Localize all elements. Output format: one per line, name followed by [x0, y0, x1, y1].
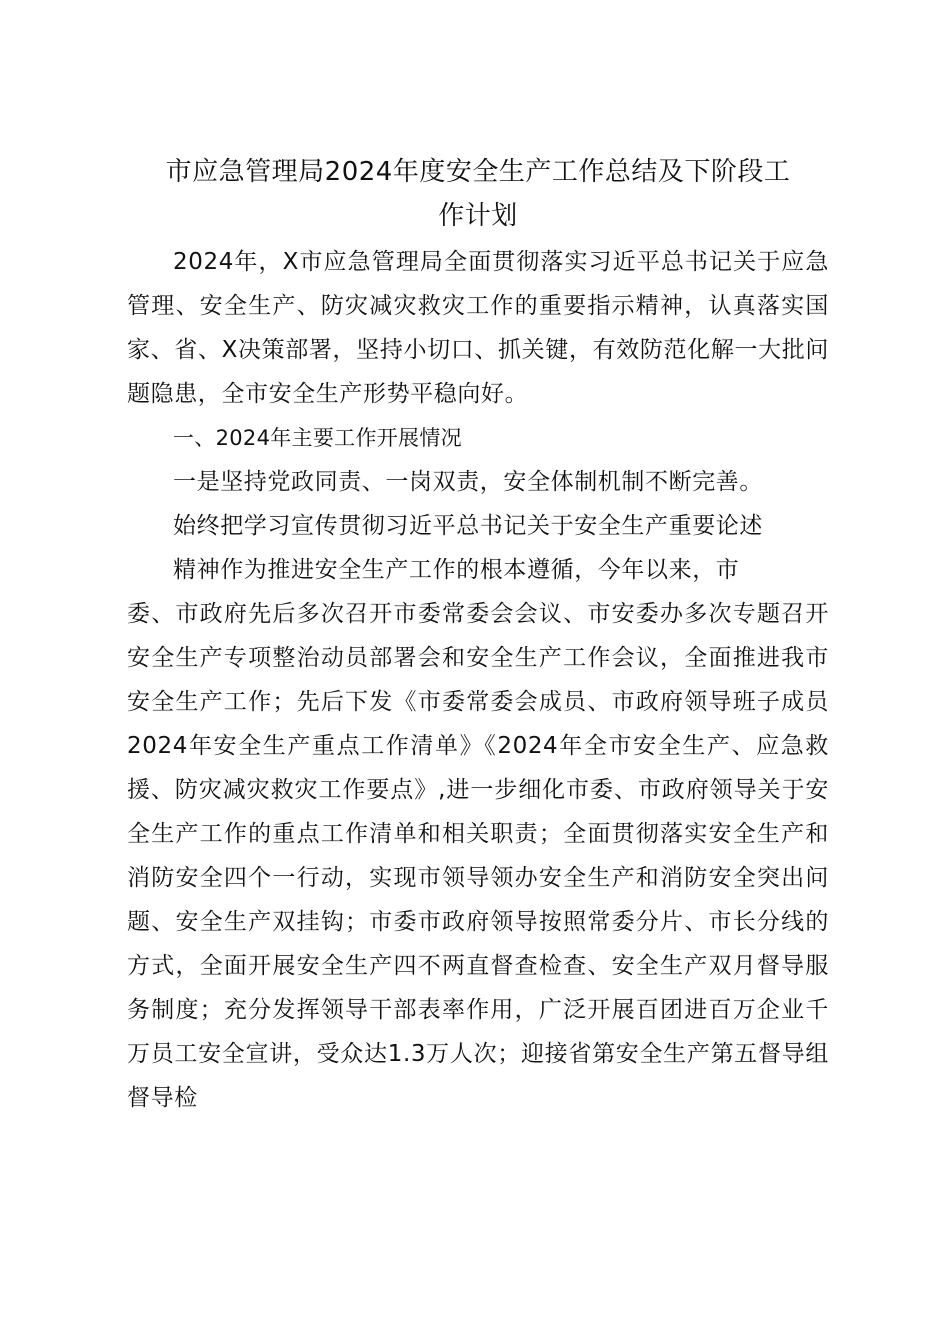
- document-title: [127, 150, 829, 238]
- section-heading-1: 一、2024年主要工作开展情况: [173, 426, 462, 450]
- title-line-2: 作计划: [438, 201, 518, 231]
- intro-paragraph: 2024年，X市应急管理局全面贯彻落实习近平总书记关于应急管理、安全生产、防灾减灾救灾工作的重要指示精神，认真落实国家、省、X决策部署，坚持小切口、抓关键，有效防范化解一大批问题隐患，全市安全生产形势平稳向好。: [127, 249, 829, 407]
- point-1-body-first-line: 精神作为推进安全生产工作的根本遵循，今年以来，市: [173, 557, 740, 583]
- point-1-lead: 始终把学习宣传贯彻习近平总书记关于安全生产重要论述: [173, 513, 763, 539]
- document-body: [127, 150, 829, 1120]
- title-line-1: 市应急管理局2024年度安全生产工作总结及下阶段工: [165, 157, 791, 187]
- point-1-heading: 一是坚持党政同责、一岗双责，安全体制机制不断完善。: [173, 469, 763, 495]
- point-1-body: 委、市政府先后多次召开市委常委会会议、市安委办多次专题召开安全生产专项整治动员部署会和安全生产工作会议，全面推进我市安全生产工作；先后下发《市委常委会成员、市政府领导班子成员2024年安全生产重点工作清单》《2024年全市安全生产、应急救援、防灾减灾救灾工作要点》,进一步细化市委、市政府领导关于安全生产工作的重点工作清单和相关职责；全面贯彻落实安全生产和消防安全四个一行动，实现市领导领办安全生产和消防安全突出问题、安全生产双挂钩；市委市政府领导按照常委分片、市长分线的方式，全面开展安全生产四不两直督查检查、安全生产双月督导服务制度；充分发挥领导干部表率作用，广泛开展百团进百万企业千万员工安全宣讲，受众达1.3万人次；迎接省第安全生产第五督导组督导检: [127, 601, 829, 1111]
